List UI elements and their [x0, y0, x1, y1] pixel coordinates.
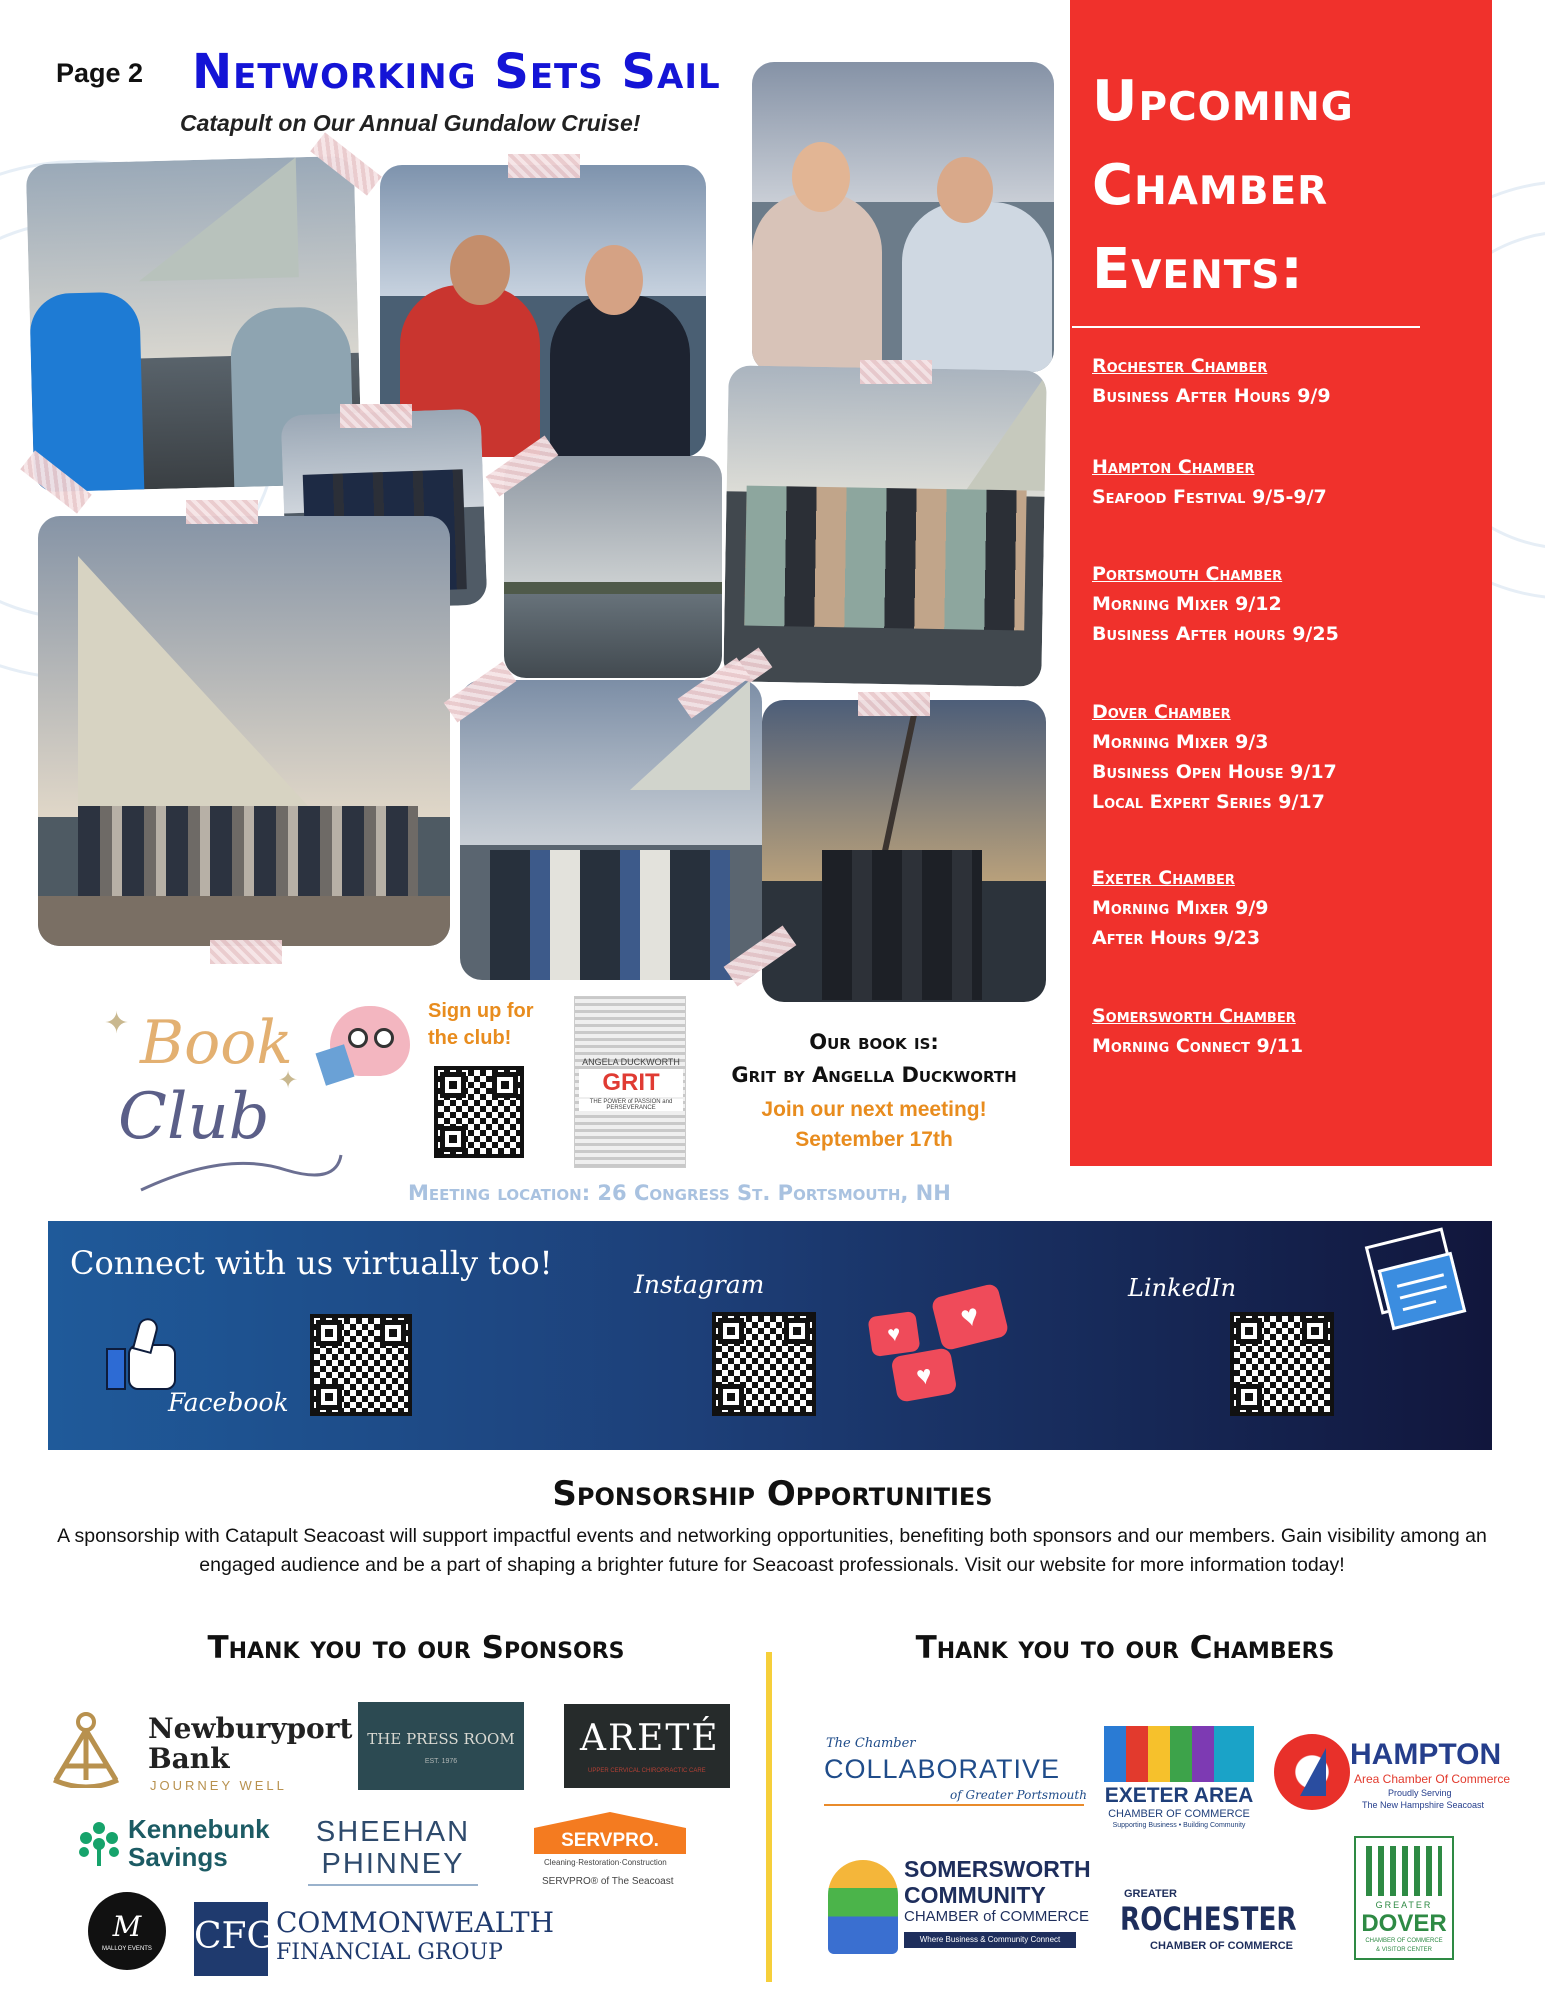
signup-text [428, 998, 534, 1052]
servpro-name: SERVPRO. [534, 1828, 686, 1854]
photo-sail-group [38, 516, 450, 946]
join-meeting-text: Join our next meeting! [761, 1098, 987, 1121]
event-item: Business After Hours 9/9 [1092, 385, 1331, 407]
photo-toast-women [752, 62, 1054, 372]
somers-line: COMMUNITY [904, 1882, 1046, 1908]
event-item: Seafood Festival 9/5-9/7 [1092, 486, 1327, 508]
tape-decoration [210, 940, 282, 964]
event-item: Local Expert Series 9/17 [1092, 791, 1325, 813]
servpro-local: SERVPRO® of The Seacoast [542, 1876, 674, 1887]
roch-sub: CHAMBER OF COMMERCE [1150, 1940, 1293, 1952]
commonwealth-sub: FINANCIAL GROUP [276, 1940, 503, 1965]
building-icon [1366, 1846, 1442, 1896]
event-item: Business After hours 9/25 [1092, 623, 1339, 645]
dover-sub: & VISITOR CENTER [1376, 1947, 1432, 1953]
newburyport-name: Bank [148, 1742, 230, 1775]
kennebunk-name: Kennebunk [128, 1814, 270, 1844]
sheehan-name: PHINNEY [321, 1848, 465, 1880]
connect-heading: Connect with us virtually too! [70, 1244, 553, 1282]
arete-tagline: UPPER CERVICAL CHIROPRACTIC CARE [588, 1768, 706, 1774]
hampton-main: HAMPTON [1350, 1738, 1502, 1771]
chamber-name: Somersworth Chamber [1092, 1005, 1296, 1027]
chamber-name: Exeter Chamber [1092, 867, 1235, 889]
tape-decoration [858, 692, 930, 716]
kennebunk-name: Savings [128, 1842, 228, 1872]
exeter-main: EXETER AREA [1104, 1784, 1254, 1807]
newburyport-bank-logo [46, 1708, 356, 1798]
press-room-est: EST. 1976 [424, 1758, 458, 1765]
tape-decoration [860, 360, 932, 384]
greater-rochester-logo [1120, 1888, 1310, 1958]
tape-decoration [508, 154, 580, 178]
arete-name: ARETÉ [580, 1718, 720, 1759]
collaborative-logo [824, 1736, 1087, 1812]
collab-top: The Chamber [826, 1736, 916, 1751]
event-item: Morning Connect 9/11 [1092, 1035, 1304, 1057]
somersworth-logo [828, 1854, 1091, 1958]
event-group-hampton [1092, 452, 1472, 512]
instagram-qr[interactable] [712, 1312, 816, 1416]
book-club-signup-qr[interactable] [434, 1066, 524, 1158]
cfg-monogram-icon: CFG [194, 1902, 268, 1976]
storefronts-icon [1104, 1726, 1254, 1782]
sheehan-name: SHEEHAN [315, 1816, 471, 1848]
thumbs-up-icon [106, 1318, 178, 1390]
instagram-label: Instagram [634, 1270, 765, 1299]
tape-decoration [186, 500, 258, 524]
event-item: Morning Mixer 9/12 [1092, 593, 1282, 615]
hampton-logo [1270, 1730, 1510, 1820]
heart-like-icon: ♥ [930, 1283, 1009, 1352]
photo-rainbow-water [504, 456, 722, 678]
book-club-word-book: Book [140, 1008, 293, 1078]
press-room-name: THE PRESS ROOM [367, 1730, 515, 1748]
greater-dover-logo [1354, 1836, 1454, 1960]
meeting-location: Meeting location: 26 Congress St. Portsmouth, NH [408, 1181, 951, 1205]
event-item: After Hours 9/23 [1092, 927, 1261, 949]
hampton-tag: Proudly Serving [1388, 1788, 1452, 1798]
photo-sunset-rigging [762, 700, 1046, 1002]
sponsorship-title: Sponsorship Opportunities [552, 1474, 993, 1514]
sparkle-icon: ✦ [278, 1067, 299, 1094]
page-title: Networking Sets Sail [192, 44, 721, 100]
sidebar-divider [1072, 326, 1420, 328]
grit-book-cover [574, 996, 686, 1168]
collab-main: COLLABORATIVE [824, 1754, 1061, 1784]
dover-main: DOVER [1361, 1910, 1447, 1937]
kennebunk-savings-logo [74, 1814, 294, 1874]
chambers-heading: Thank you to our Chambers [915, 1630, 1335, 1666]
malloy-name: MALLOY EVENTS [102, 1946, 152, 1952]
chamber-name: Hampton Chamber [1092, 456, 1255, 478]
malloy-monogram-icon: M [112, 1910, 142, 1943]
signup-line: the club! [428, 1027, 512, 1049]
roch-top: GREATER [1124, 1888, 1177, 1900]
chamber-name: Rochester Chamber [1092, 355, 1268, 377]
tape-decoration [340, 404, 412, 428]
brain-reading-icon [320, 1000, 416, 1090]
sheehan-phinney-logo [300, 1816, 486, 1886]
servpro-tagline: Cleaning·Restoration·Construction [544, 1858, 667, 1867]
facebook-label: Facebook [168, 1388, 289, 1417]
section-divider [766, 1652, 772, 1982]
sponsors-heading: Thank you to our Sponsors [207, 1630, 625, 1666]
hampton-sub: Area Chamber Of Commerce [1354, 1772, 1511, 1786]
commonwealth-name: COMMONWEALTH [276, 1906, 555, 1939]
event-item: Morning Mixer 9/9 [1092, 897, 1269, 919]
linkedin-qr[interactable] [1230, 1312, 1334, 1416]
sponsorship-body: A sponsorship with Catapult Seacoast will support impactful events and networking opportunities, benefiting both sponsors and our members. Gain visibility among an engaged audience and be a part of shaping a brighter future for Seacoast professionals. Visit our website for more information today! [57, 1525, 1487, 1576]
exeter-area-logo [1096, 1726, 1262, 1836]
cover-subtitle: THE POWER of PASSION and PERSEVERANCE [579, 1099, 683, 1111]
meeting-date: September 17th [795, 1128, 953, 1151]
event-group-somersworth [1092, 1001, 1472, 1061]
event-group-rochester [1092, 351, 1472, 411]
roch-main: ROCHESTER [1120, 1900, 1297, 1938]
sailboat-sun-icon [1274, 1734, 1350, 1810]
tree-icon [74, 1818, 124, 1868]
signup-line: Sign up for [428, 1000, 534, 1022]
page-number: Page 2 [56, 58, 144, 88]
event-item: Business Open House 9/17 [1092, 761, 1337, 783]
facebook-qr[interactable] [310, 1314, 412, 1416]
cover-author: ANGELA DUCKWORTH [582, 1057, 680, 1067]
commonwealth-logo [194, 1902, 574, 1978]
dover-sub: CHAMBER OF COMMERCE [1365, 1938, 1443, 1944]
cover-title: GRIT [579, 1069, 683, 1097]
heart-like-icon: ♥ [867, 1311, 920, 1357]
chamber-name: Portsmouth Chamber [1092, 563, 1283, 585]
somers-line: CHAMBER of COMMERCE [904, 1908, 1090, 1925]
event-item: Morning Mixer 9/3 [1092, 731, 1269, 753]
newburyport-tagline: JOURNEY WELL [150, 1778, 287, 1793]
page-subtitle: Catapult on Our Annual Gundalow Cruise! [180, 110, 641, 136]
book-club-word-club: Club [118, 1080, 270, 1154]
collab-sub: of Greater Portsmouth [950, 1788, 1087, 1802]
sextant-icon [46, 1708, 126, 1788]
somers-line: SOMERSWORTH [904, 1856, 1091, 1882]
servpro-logo [520, 1812, 700, 1892]
hampton-tag: The New Hampshire Seacoast [1362, 1800, 1485, 1810]
event-group-portsmouth [1092, 559, 1472, 649]
arete-logo [564, 1704, 730, 1788]
heart-like-icon: ♥ [890, 1347, 957, 1403]
dover-top: GREATER [1375, 1900, 1433, 1910]
chamber-name: Dover Chamber [1092, 701, 1231, 723]
exeter-sub: CHAMBER OF COMMERCE [1108, 1808, 1250, 1820]
linkedin-label: LinkedIn [1128, 1274, 1237, 1302]
malloy-events-logo [88, 1892, 166, 1970]
book-title: Grit by Angella Duckworth [731, 1063, 1017, 1087]
title-line: Events: [1092, 237, 1304, 302]
somers-tag: Where Business & Community Connect [904, 1932, 1076, 1948]
title-line: Chamber [1092, 153, 1329, 218]
sparkle-icon: ✦ [104, 1007, 130, 1040]
our-book-label: Our book is: [809, 1030, 939, 1054]
press-room-logo [358, 1702, 524, 1790]
title-line: Upcoming [1092, 69, 1354, 134]
event-group-exeter [1092, 863, 1472, 953]
newburyport-name: Newburyport [148, 1712, 353, 1745]
photo-waving-man [460, 680, 762, 980]
event-group-dover [1092, 697, 1472, 817]
swirl-underline-icon [136, 1130, 346, 1200]
photo-group-seated [723, 365, 1046, 687]
sunrise-bridge-icon [828, 1860, 898, 1954]
exeter-tag: Supporting Business • Building Community [1112, 1822, 1246, 1829]
upcoming-events-title [1092, 60, 1472, 312]
